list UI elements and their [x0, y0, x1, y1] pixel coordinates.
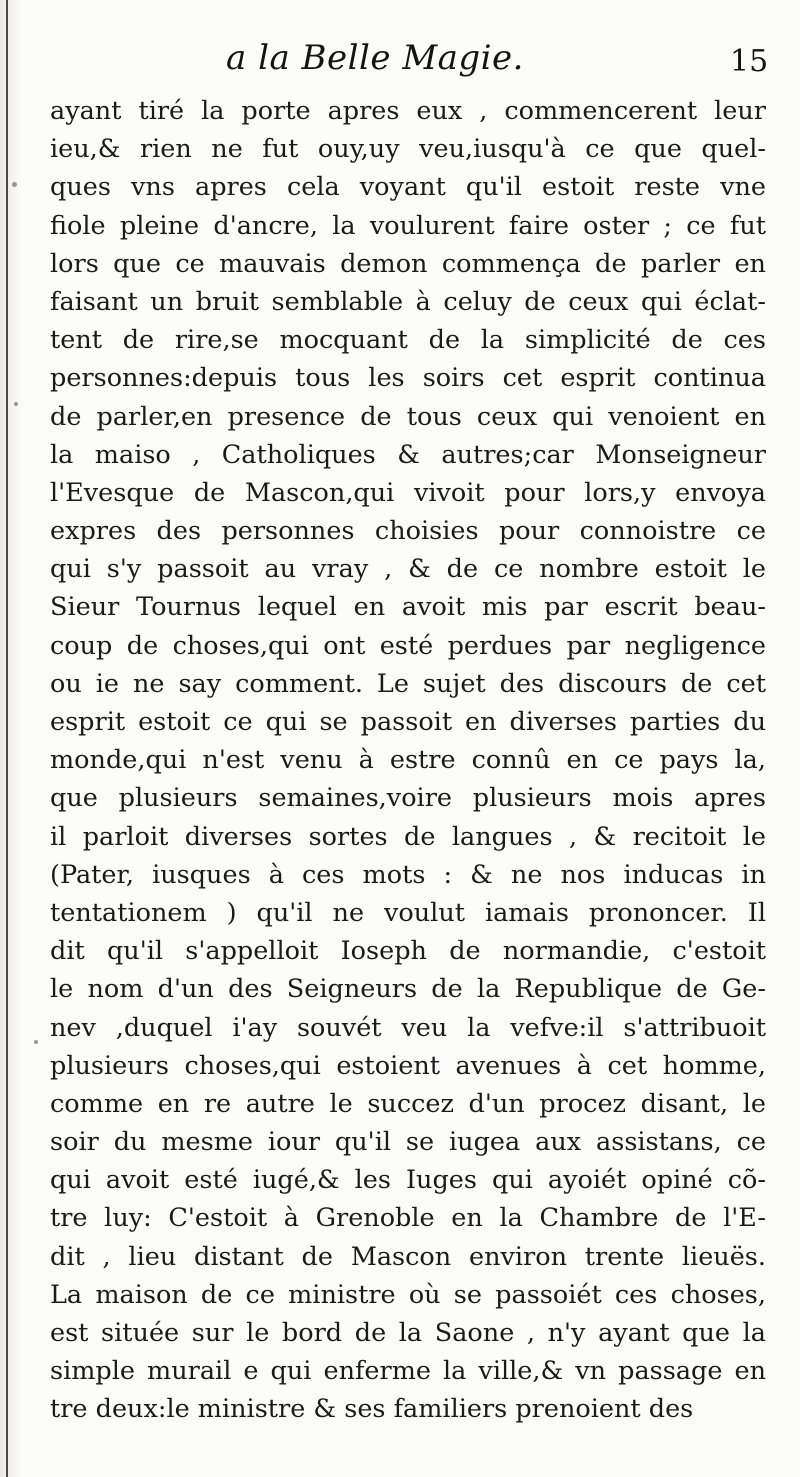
text-line: plusieurs choses,qui estoient avenues à cet homme, [50, 1050, 766, 1081]
text-line: qui avoit esté iugé,& les Iuges qui ayoiét opiné cõ- [50, 1165, 766, 1196]
text-line: tent de rire,se mocquant de la simplicité de ces [50, 325, 766, 356]
page-gutter-edge [6, 0, 8, 1477]
text-line: soir du mesme iour qu'il se iugea aux assistans, ce [50, 1127, 766, 1158]
text-line: Sieur Tournus lequel en avoit mis par escrit beau- [50, 592, 766, 623]
text-line: (Pater, iusques à ces mots : & ne nos inducas in [50, 859, 766, 890]
text-line: comme en re autre le succez d'un procez disant, le [50, 1088, 766, 1119]
text-line: dit , lieu distant de Mascon environ trente lieuës. [50, 1241, 766, 1272]
text-line: la maiso , Catholiques & autres;car Monseigneur [50, 439, 766, 470]
page-header [0, 38, 800, 90]
text-line: dit qu'il s'appelloit Ioseph de normandie, c'estoit [50, 936, 766, 967]
text-line: coup de choses,qui ont esté perdues par negligence [50, 630, 766, 661]
text-line: expres des personnes choisies pour connoistre ce [50, 516, 766, 547]
text-line: La maison de ce ministre où se passoiét ces choses, [50, 1279, 766, 1310]
ink-speck [12, 182, 17, 187]
text-line: de parler,en presence de tous ceux qui venoient en [50, 401, 766, 432]
text-line: qui s'y passoit au vray , & de ce nombre estoit le [50, 554, 766, 585]
text-line: personnes:depuis tous les soirs cet esprit continua [50, 363, 766, 394]
text-line: tentationem ) qu'il ne voulut iamais prononcer. Il [50, 897, 766, 928]
text-line: simple murail e qui enferme la ville,& vn passage en [50, 1356, 766, 1387]
page-gutter-shadow [0, 0, 22, 1477]
running-title: a la Belle Magie. [226, 38, 524, 78]
text-line: l'Evesque de Mascon,qui vivoit pour lors,y envoya [50, 477, 766, 508]
text-line: esprit estoit ce qui se passoit en diverses parties du [50, 707, 766, 737]
text-line: ayant tiré la porte apres eux , commencerent leur [50, 96, 766, 126]
text-line: ques vns apres cela voyant qu'il estoit reste vne [50, 172, 766, 203]
body-text [50, 92, 766, 1429]
text-line: faisant un bruit semblable à celuy de ceux qui éclat- [50, 286, 766, 317]
text-line: nev ,duquel i'ay souvét veu la vefve:il s'attribuoit [50, 1012, 766, 1043]
text-line: monde,qui n'est venu à estre connû en ce pays la, [50, 745, 766, 776]
text-line: il parloit diverses sortes de langues , & recitoit le [50, 821, 766, 852]
text-line: le nom d'un des Seigneurs de la Republique de Ge- [50, 974, 766, 1005]
text-line: tre luy: C'estoit à Grenoble en la Chambre de l'E- [50, 1203, 766, 1234]
ink-speck [14, 402, 18, 406]
text-line: que plusieurs semaines,voire plusieurs mois apres [50, 783, 766, 814]
text-line: tre deux:le ministre & ses familiers prenoient des [50, 1394, 694, 1425]
text-line: ieu,& rien ne fut ouy,uy veu,iusqu'à ce que quel- [50, 134, 766, 165]
text-line: fiole pleine d'ancre, la voulurent faire oster ; ce fut [50, 210, 766, 241]
text-line: lors que ce mauvais demon commença de parler en [50, 248, 766, 279]
page-number: 15 [730, 44, 769, 79]
text-line: est située sur le bord de la Saone , n'y ayant que la [50, 1318, 766, 1348]
ink-speck [34, 1040, 38, 1044]
text-line: ou ie ne say comment. Le sujet des discours de cet [50, 668, 766, 699]
